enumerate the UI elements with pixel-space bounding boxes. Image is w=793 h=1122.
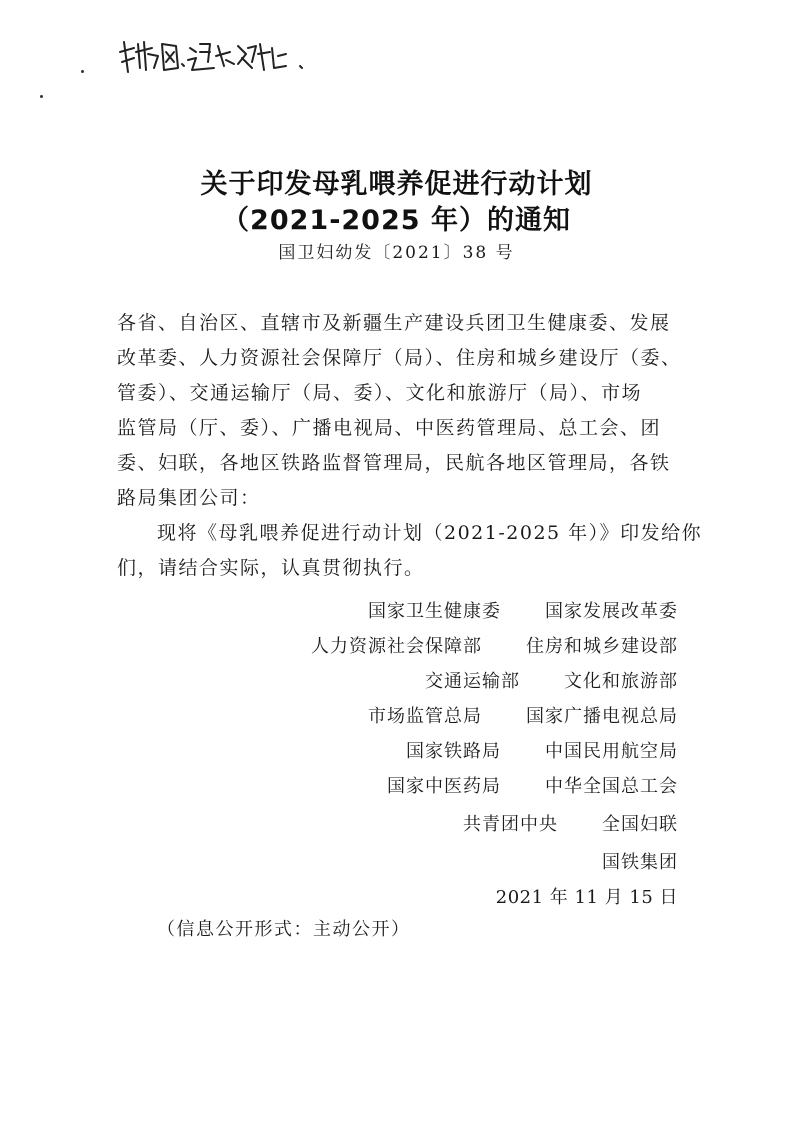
scan-speck [81,70,84,73]
document-title-line1: 关于印发母乳喂养促进行动计划 [200,169,593,200]
signatory-row [425,667,678,693]
signatory: 中华全国总工会 [545,776,678,797]
signatory: 市场监管总局 [368,706,482,727]
recipients-line: 改革委、人力资源社会保障厅（局）、住房和城乡建设厅（委、 [117,347,682,369]
document-title-line2: （2021-2025 年）的通知 [222,205,571,236]
disclosure-note: （信息公开形式：主动公开） [157,919,411,940]
recipients-line: 管委）、交通运输厅（局、委）、文化和旅游厅（局）、市场 [117,382,643,404]
signatory: 住房和城乡建设部 [526,636,678,657]
body-line: 们，请结合实际，认真贯彻执行。 [117,557,425,579]
issue-date: 2021 年 11 月 15 日 [495,887,678,908]
signatory-row [387,772,678,798]
signatory: 国铁集团 [602,852,678,873]
signatory-row [368,702,678,728]
recipients-line: 路局集团公司： [117,487,261,509]
signatory: 国家广播电视总局 [526,706,678,727]
recipients-line: 监管局（厅、委）、广播电视局、中医药管理局、总工会、团 [117,417,662,439]
signatory: 国家铁路局 [406,741,501,762]
signatory: 文化和旅游部 [564,671,678,692]
signatory-row [368,597,678,623]
signatory-row [602,848,678,874]
signatory: 国家发展改革委 [545,601,678,622]
document-number: 国卫妇幼发〔2021〕38 号 [278,243,515,263]
signatory: 共青团中央 [463,814,558,835]
signatory: 国家中医药局 [387,776,501,797]
signatory-row [463,810,678,836]
signatory: 国家卫生健康委 [368,601,501,622]
scan-speck [40,95,43,98]
recipients-line: 委、妇联，各地区铁路监督管理局，民航各地区管理局，各铁 [117,452,671,474]
signatory-row [311,632,678,658]
handwritten-note [118,34,318,78]
body-line: 现将《母乳喂养促进行动计划（2021-2025 年）》印发给你 [157,522,703,544]
recipients-line: 各省、自治区、直辖市及新疆生产建设兵团卫生健康委、发展 [117,312,671,334]
signatory-row [406,737,678,763]
signatory: 人力资源社会保障部 [311,636,482,657]
signatory: 中国民用航空局 [545,741,678,762]
signatory: 全国妇联 [602,814,678,835]
signatory: 交通运输部 [425,671,520,692]
